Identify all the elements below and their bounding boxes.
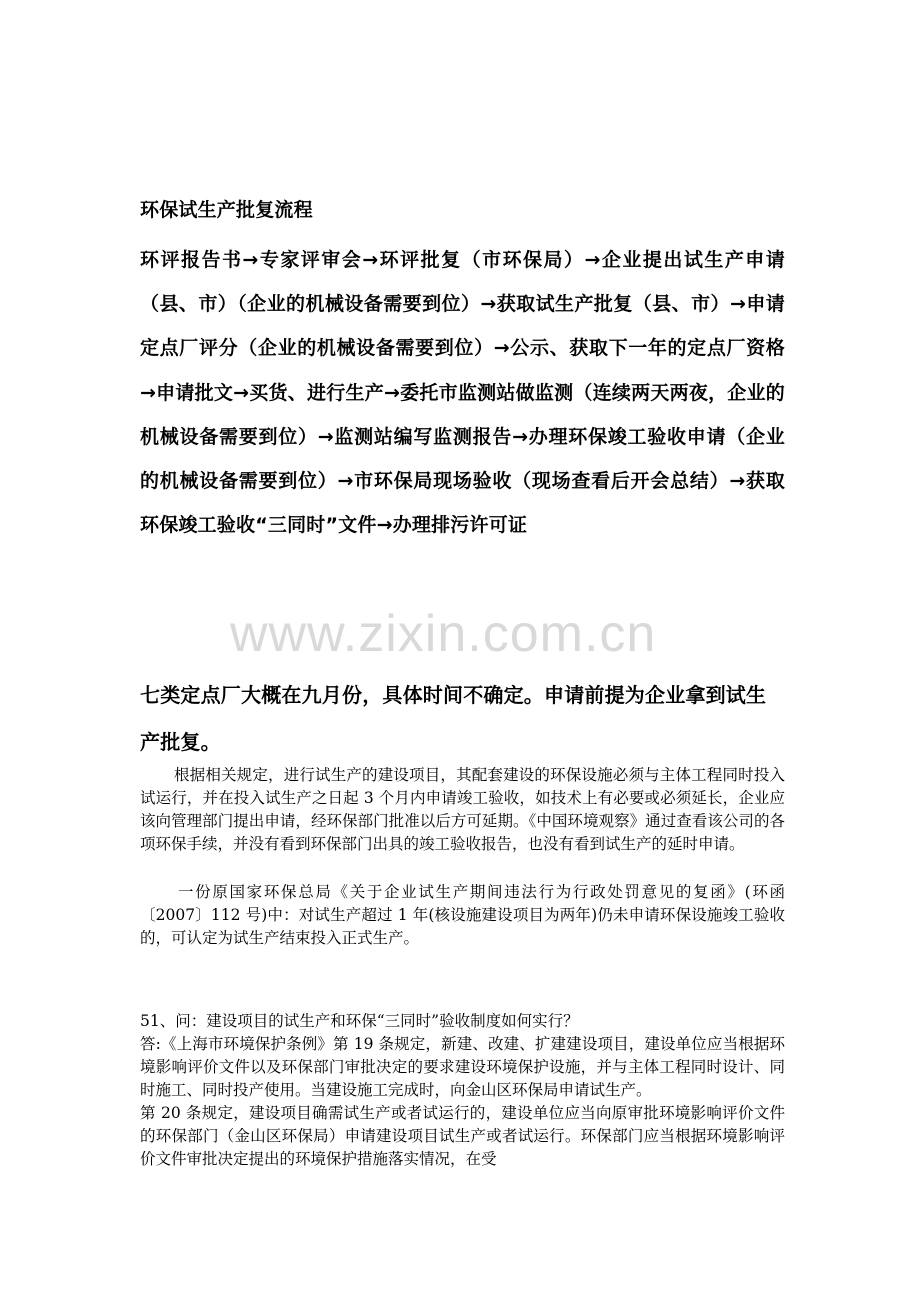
qa-section bbox=[140, 1010, 785, 1171]
qa-question: 51、问：建设项目的试生产和环保“三同时”验收制度如何实行？ bbox=[140, 1012, 579, 1030]
document-title: 环保试生产批复流程 bbox=[140, 199, 313, 221]
document-page bbox=[140, 0, 785, 1302]
site-watermark: www.zixin.com.cn bbox=[230, 605, 657, 663]
regulation-paragraph: 根据相关规定，进行试生产的建设项目，其配套建设的环保设施必须与主体工程同时投入试运行，并在投入试生产之日起 3 个月内申请竣工验收，如技术上有必要或必须延长，企业应该向管理部门提出申请，经环保部门批准以后方可延期。《中国环境观察》通过查看该公司的各项环保手续，并没有看到环保部门出具的竣工验收报告，也没有看到试生产的延时申请。 bbox=[140, 766, 785, 853]
qa-answer-article-20: 第 20 条规定，建设项目确需试生产或者试运行的，建设单位应当向原审批环境影响评价文件的环保部门（金山区环保局）申请建设项目试生产或者试运行。环保部门应当根据环境影响评价文件审批决定提出的环境保护措施落实情况，在受 bbox=[140, 1104, 785, 1168]
schedule-note: 七类定点厂大概在九月份，具体时间不确定。申请前提为企业拿到试生产批复。 bbox=[140, 683, 767, 754]
reply-letter-paragraph: 一份原国家环保总局《关于企业试生产期间违法行为行政处罚意见的复函》(环函〔2007〕112 号)中：对试生产超过 1 年(核设施建设项目为两年)仍未申请环保设施竣工验收的，可认定为试生产结束投入正式生产。 bbox=[140, 883, 785, 947]
qa-answer-article-19: 答:《上海市环境保护条例》第 19 条规定，新建、改建、扩建建设项目，建设单位应当根据环境影响评价文件以及环保部门审批决定的要求建设环境保护设施，并与主体工程同时设计、同时施工、同时投产使用。当建设施工完成时，向金山区环保局申请试生产。 bbox=[140, 1035, 785, 1099]
process-flow-text: 环评报告书→专家评审会→环评批复（市环保局）→企业提出试生产申请（县、市）（企业的机械设备需要到位）→获取试生产批复（县、市）→申请定点厂评分（企业的机械设备需要到位）→公示、获取下一年的定点厂资格→申请批文→买货、进行生产→委托市监测站做监测（连续两天两夜，企业的机械设备需要到位）→监测站编写监测报告→办理环保竣工验收申请（企业的机械设备需要到位）→市环保局现场验收（现场查看后开会总结）→获取环保竣工验收“三同时”文件→办理排污许可证 bbox=[140, 249, 785, 537]
